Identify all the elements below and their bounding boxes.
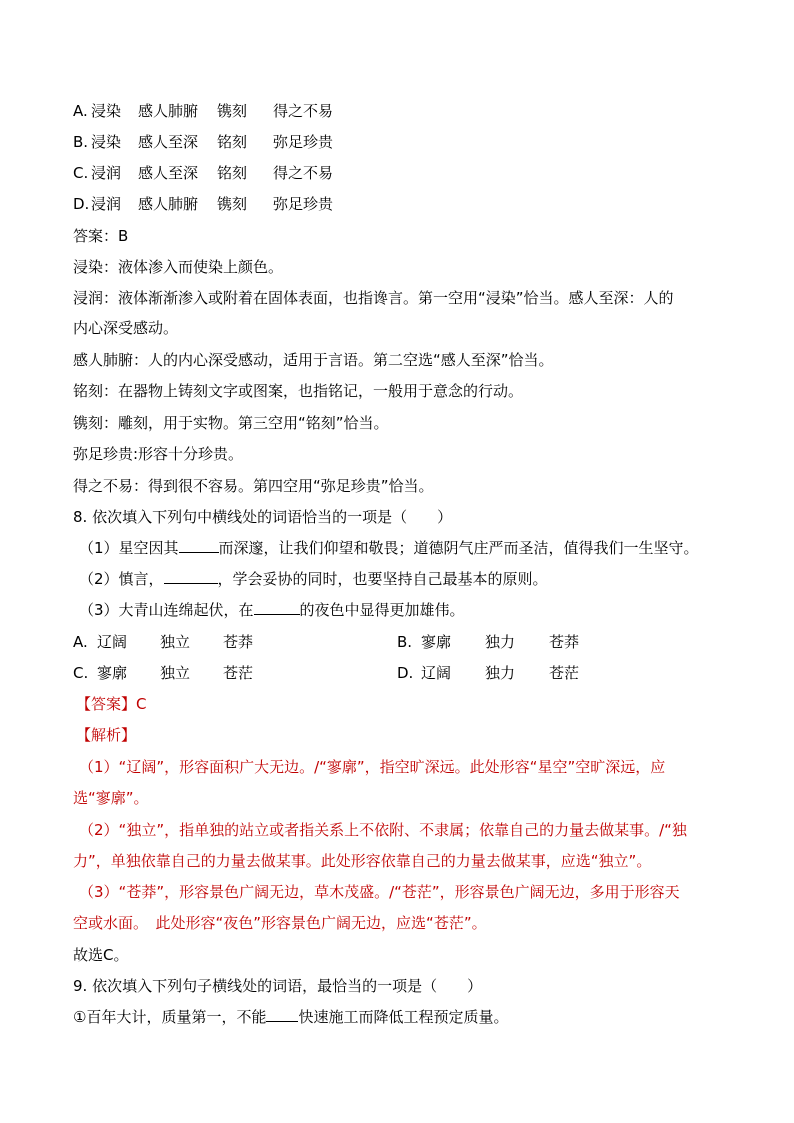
q7-option-a-row	[73, 101, 333, 121]
q7-explanation-line: 得之不易：得到很不容易。第四空用“弥足珍贵”恰当。	[73, 477, 434, 495]
fill-blank	[266, 1007, 298, 1022]
option-word: 独力	[485, 664, 516, 682]
q8-sentence-3	[79, 600, 465, 620]
option-word: 苍莽	[549, 633, 580, 651]
option-letter: D.	[397, 664, 414, 682]
q8-answer: 【答案】C	[76, 695, 147, 713]
sentence-text: 的夜色中显得更加雄伟。	[299, 601, 465, 619]
option-word: 浸染	[91, 133, 122, 151]
option-word: 镌刻	[217, 102, 248, 120]
option-word: 感人肺腑	[138, 102, 199, 120]
option-word: 苍莽	[223, 633, 254, 651]
q8-analysis-line: （3）“苍莽”，形容景色广阔无边，草木茂盛。/“苍茫”，形容景色广阔无边，多用于形容天	[79, 883, 680, 901]
option-word: 寥廓	[421, 633, 452, 651]
sentence-text: ①百年大计，质量第一，不能	[73, 1008, 267, 1026]
q7-option-b-row	[73, 132, 333, 152]
option-word: 感人至深	[138, 164, 199, 182]
option-letter: B.	[397, 633, 413, 651]
option-letter: C.	[73, 664, 89, 682]
q8-analysis-line: （1）“辽阔”，形容面积广大无边。/“寥廓”，指空旷深远。此处形容“星空”空旷深远，应	[79, 758, 666, 776]
q7-option-d-row	[73, 194, 333, 214]
option-word: 独力	[485, 633, 516, 651]
q8-analysis-line: 空或水面。 此处形容“夜色”形容景色广阔无边，应选“苍茫”。	[73, 914, 487, 932]
option-letter: C.	[73, 164, 89, 182]
option-letter: A.	[73, 102, 88, 120]
q7-explanation-line: 浸染：液体渗入而使染上颜色。	[73, 258, 284, 276]
q7-explanation-line: 浸润：液体渐渐渗入或附着在固体表面，也指谗言。第一空用“浸染”恰当。感人至深：人的	[73, 289, 674, 307]
option-word: 铭刻	[217, 133, 248, 151]
option-letter: B.	[73, 133, 89, 151]
q7-explanation-line: 铭刻：在器物上铸刻文字或图案，也指铭记，一般用于意念的行动。	[73, 382, 524, 400]
option-word: 得之不易	[273, 102, 334, 120]
sentence-text: （1）星空因其	[79, 539, 179, 557]
q8-stem: 8. 依次填入下列句中横线处的词语恰当的一项是（ ）	[73, 508, 453, 526]
option-word: 独立	[160, 633, 191, 651]
q7-explanation-line: 内心深受感动。	[73, 319, 179, 337]
option-letter: D.	[73, 195, 90, 213]
q8-analysis-title: 【解析】	[76, 726, 137, 744]
q8-conclusion: 故选C。	[73, 946, 129, 964]
q8-analysis-line: 力”，单独依靠自己的力量去做某事。此处形容依靠自己的力量去做某事，应选“独立”。	[73, 852, 652, 870]
q8-sentence-1	[79, 538, 699, 558]
q8-options-row-1	[73, 632, 579, 652]
option-word: 感人肺腑	[138, 195, 199, 213]
option-word: 弥足珍贵	[273, 195, 334, 213]
fill-blank	[179, 538, 219, 553]
fill-blank	[254, 600, 300, 615]
q7-explanation-line: 弥足珍贵:形容十分珍贵。	[73, 445, 244, 463]
q8-analysis-line: （2）“独立”，指单独的站立或者指关系上不依附、不隶属；依靠自己的力量去做某事。/“独	[79, 821, 687, 839]
q7-explanation-line: 感人肺腑：人的内心深受感动，适用于言语。第二空选“感人至深”恰当。	[73, 351, 554, 369]
option-word: 得之不易	[273, 164, 334, 182]
sentence-text: （2）慎言，	[79, 570, 164, 588]
q7-answer: 答案：B	[73, 227, 129, 245]
q8-options-row-2	[73, 663, 579, 683]
option-word: 苍茫	[549, 664, 580, 682]
sentence-text: 快速施工而降低工程预定质量。	[298, 1008, 509, 1026]
option-word: 辽阔	[97, 633, 128, 651]
q9-sentence-1	[73, 1007, 508, 1027]
fill-blank	[164, 569, 218, 584]
option-word: 感人至深	[138, 133, 199, 151]
option-word: 独立	[160, 664, 191, 682]
option-word: 铭刻	[217, 164, 248, 182]
sentence-text: ，学会妥协的同时，也要坚持自己最基本的原则。	[217, 570, 548, 588]
q7-explanation-line: 镌刻：雕刻，用于实物。第三空用“铭刻”恰当。	[73, 414, 389, 432]
q7-option-c-row	[73, 163, 333, 183]
sentence-text: 而深邃，让我们仰望和敬畏；道德阴气庄严而圣洁，值得我们一生坚守。	[218, 539, 699, 557]
option-word: 浸染	[91, 102, 122, 120]
option-letter: A.	[73, 633, 88, 651]
q8-analysis-line: 选“寥廓”。	[73, 789, 149, 807]
option-word: 浸润	[91, 164, 122, 182]
option-word: 苍茫	[223, 664, 254, 682]
option-word: 浸润	[91, 195, 122, 213]
option-word: 辽阔	[421, 664, 452, 682]
q8-sentence-2	[79, 569, 548, 589]
q9-stem: 9. 依次填入下列句子横线处的词语，最恰当的一项是（ ）	[73, 977, 483, 995]
option-word: 镌刻	[217, 195, 248, 213]
sentence-text: （3）大青山连绵起伏，在	[79, 601, 254, 619]
option-word: 寥廓	[97, 664, 128, 682]
option-word: 弥足珍贵	[273, 133, 334, 151]
